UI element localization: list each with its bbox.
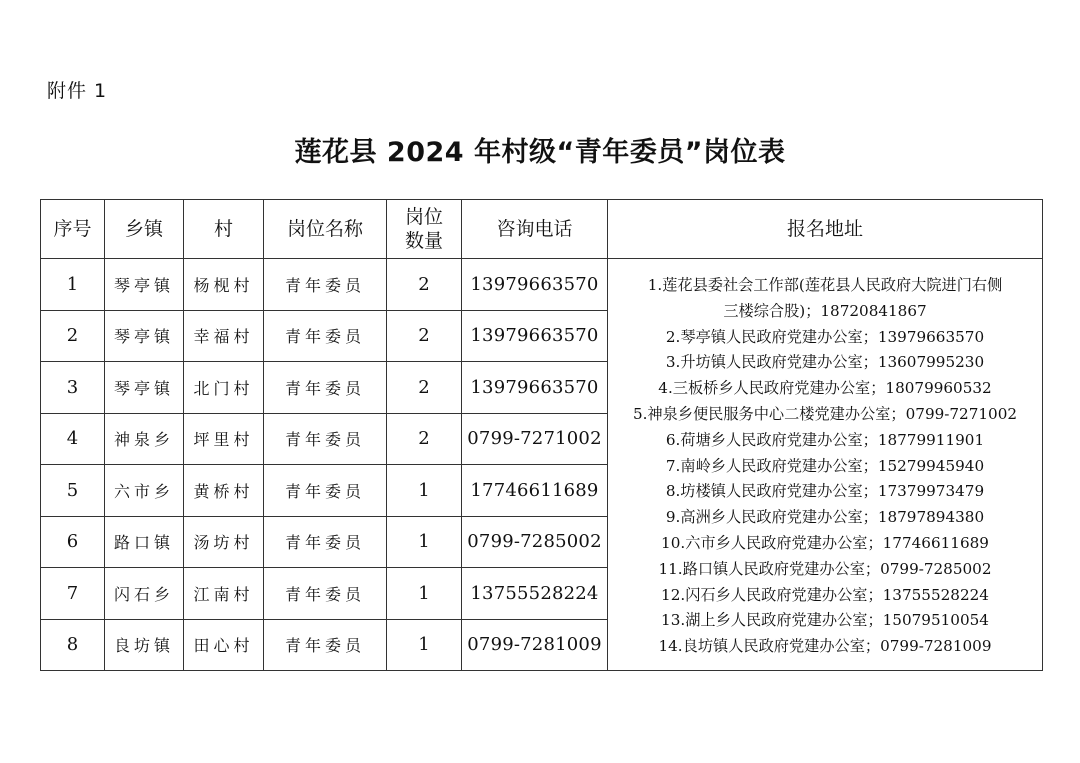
row-phone: 13979663570 xyxy=(462,310,608,362)
row-index: 6 xyxy=(41,516,105,568)
address-line: 5.神泉乡便民服务中心二楼党建办公室；0799-7271002 xyxy=(632,404,1018,423)
row-village: 北门村 xyxy=(184,362,264,414)
row-village: 江南村 xyxy=(184,568,264,620)
row-phone: 13755528224 xyxy=(462,568,608,620)
header-phone: 咨询电话 xyxy=(462,200,608,259)
row-quantity: 1 xyxy=(387,465,462,517)
address-line: 4.三板桥乡人民政府党建办公室；18079960532 xyxy=(658,379,992,398)
row-quantity: 1 xyxy=(387,619,462,671)
row-village: 杨枧村 xyxy=(184,259,264,311)
row-position: 青年委员 xyxy=(264,568,387,620)
row-quantity: 2 xyxy=(387,362,462,414)
address-line: 2.琴亭镇人民政府党建办公室；13979663570 xyxy=(665,327,985,346)
row-quantity: 1 xyxy=(387,516,462,568)
header-quantity-line2: 数量 xyxy=(404,230,443,252)
row-quantity: 2 xyxy=(387,310,462,362)
header-quantity xyxy=(387,200,462,259)
row-town: 良坊镇 xyxy=(105,619,184,671)
address-line: 1.莲花县委社会工作部(莲花县人民政府大院进门右侧 xyxy=(647,276,1003,294)
row-town: 琴亭镇 xyxy=(105,310,184,362)
row-index: 8 xyxy=(41,619,105,671)
header-town: 乡镇 xyxy=(105,200,184,259)
row-town: 琴亭镇 xyxy=(105,259,184,311)
row-phone: 0799-7281009 xyxy=(462,619,608,671)
address-line: 14.良坊镇人民政府党建办公室；0799-7281009 xyxy=(658,637,992,656)
header-index: 序号 xyxy=(41,200,105,259)
row-village: 黄桥村 xyxy=(184,465,264,517)
row-quantity: 1 xyxy=(387,568,462,620)
row-quantity: 2 xyxy=(387,259,462,311)
table-body xyxy=(41,259,1043,671)
page-title: 莲花县 2024 年村级“青年委员”岗位表 xyxy=(294,137,786,168)
address-cell xyxy=(608,259,1043,671)
address-line: 11.路口镇人民政府党建办公室；0799-7285002 xyxy=(658,559,992,578)
row-village: 田心村 xyxy=(184,619,264,671)
address-line: 10.六市乡人民政府党建办公室；17746611689 xyxy=(661,533,989,552)
row-position: 青年委员 xyxy=(264,259,387,311)
row-position: 青年委员 xyxy=(264,310,387,362)
row-town: 神泉乡 xyxy=(105,413,184,465)
header-position: 岗位名称 xyxy=(264,200,387,259)
positions-table xyxy=(40,199,1043,671)
row-phone: 17746611689 xyxy=(462,465,608,517)
address-line: 13.湖上乡人民政府党建办公室；15079510054 xyxy=(661,611,989,630)
header-address: 报名地址 xyxy=(608,200,1043,259)
row-phone: 0799-7271002 xyxy=(462,413,608,465)
row-phone: 0799-7285002 xyxy=(462,516,608,568)
row-position: 青年委员 xyxy=(264,465,387,517)
row-phone: 13979663570 xyxy=(462,362,608,414)
attachment-label: 附件 1 xyxy=(47,80,108,102)
header-quantity-line1: 岗位 xyxy=(404,206,443,228)
row-index: 3 xyxy=(41,362,105,414)
row-village: 汤坊村 xyxy=(184,516,264,568)
row-position: 青年委员 xyxy=(264,362,387,414)
address-line: 12.闪石乡人民政府党建办公室；13755528224 xyxy=(661,585,989,604)
row-position: 青年委员 xyxy=(264,516,387,568)
address-line: 3.升坊镇人民政府党建办公室；13607995230 xyxy=(665,353,985,372)
row-phone: 13979663570 xyxy=(462,259,608,311)
row-position: 青年委员 xyxy=(264,413,387,465)
address-line: 9.高洲乡人民政府党建办公室；18797894380 xyxy=(665,508,985,527)
row-town: 琴亭镇 xyxy=(105,362,184,414)
address-line: 8.坊楼镇人民政府党建办公室；17379973479 xyxy=(665,482,985,501)
row-position: 青年委员 xyxy=(264,619,387,671)
row-town: 闪石乡 xyxy=(105,568,184,620)
header-village: 村 xyxy=(184,200,264,259)
address-line: 7.南岭乡人民政府党建办公室；15279945940 xyxy=(665,456,985,475)
address-line: 6.荷塘乡人民政府党建办公室；18779911901 xyxy=(665,430,985,449)
row-index: 5 xyxy=(41,465,105,517)
row-index: 2 xyxy=(41,310,105,362)
row-town: 六市乡 xyxy=(105,465,184,517)
address-line: 三楼综合股)；18720841867 xyxy=(723,301,927,320)
table-row xyxy=(41,259,1043,311)
row-index: 4 xyxy=(41,413,105,465)
table-header-row xyxy=(41,200,1043,259)
row-town: 路口镇 xyxy=(105,516,184,568)
row-quantity: 2 xyxy=(387,413,462,465)
row-village: 坪里村 xyxy=(184,413,264,465)
row-index: 7 xyxy=(41,568,105,620)
row-village: 幸福村 xyxy=(184,310,264,362)
row-index: 1 xyxy=(41,259,105,311)
